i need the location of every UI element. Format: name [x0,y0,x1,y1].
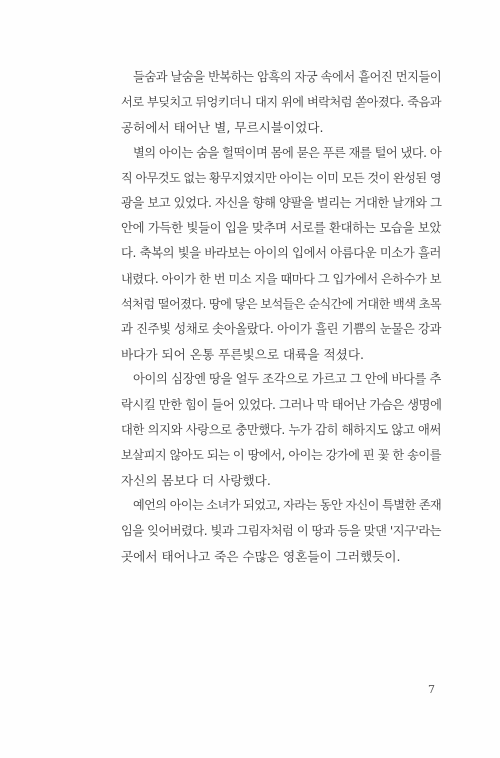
paragraph-2 [109,141,441,368]
text-line: 다. 축복의 빛을 바라보는 아이의 입에서 아름다운 미소가 흘러 [121,246,441,261]
text-line: 과 진주빛 성채로 솟아올랐다. 아이가 흘린 기쁨의 눈물은 강과 [121,322,441,337]
text-line: 내렸다. 아이가 한 번 미소 지을 때마다 그 입가에서 은하수가 보 [121,271,441,286]
paragraph-1 [109,65,441,141]
page-number: 7 [428,683,435,696]
text-line: 들숨과 날숨을 반복하는 암흑의 자궁 속에서 흩어진 먼지들이 [133,70,442,84]
text-line: 공허에서 태어난 별, 무르시블이었다. [121,120,324,136]
text-line: 아이의 심장엔 땅을 얼두 조각으로 가르고 그 안에 바다를 추 [133,372,442,387]
text-line: 바다가 되어 온통 푸른빛으로 대륙을 적셨다. [121,347,364,363]
text-line: 대한 의지와 사랑으로 충만했다. 누가 감히 해하지도 않고 애써 [121,422,441,437]
body-text [109,65,441,569]
paragraph-3 [109,367,441,493]
paragraph-4 [109,493,441,569]
text-line: 예언의 아이는 소녀가 되었고, 자라는 동안 자신이 특별한 존재 [133,498,442,513]
text-line: 광을 보고 있었다. 자신을 향해 양팔을 벌리는 거대한 날개와 그 [121,196,442,211]
text-line: 직 아무것도 없는 황무지였지만 아이는 이미 모든 것이 완성된 영 [121,170,441,185]
text-line: 임을 잊어버렸다. 빛과 그림자처럼 이 땅과 등을 맞댄 '지구'라는 [121,523,441,538]
text-line: 서로 부딪치고 뒤엉키더니 대지 위에 벼락처럼 쏟아졌다. 죽음과 [121,95,441,110]
text-line: 석처럼 떨어졌다. 땅에 닿은 보석들은 순식간에 거대한 백색 초목 [121,296,441,311]
text-line: 안에 가득한 빛들이 입을 맞추며 서로를 환대하는 모습을 보았 [121,221,441,236]
text-line: 보살피지 않아도 되는 이 땅에서, 아이는 강가에 핀 꽃 한 송이를 [121,448,441,463]
text-line: 락시킬 만한 힘이 들어 있었다. 그러나 막 태어난 가슴은 생명에 [121,397,442,412]
text-line: 자신의 몸보다 더 사랑했다. [121,473,271,489]
text-line: 별의 아이는 숨을 헐떡이며 몸에 묻은 푸른 재를 털어 냈다. 아 [133,145,442,160]
text-line: 곳에서 태어나고 죽은 수많은 영혼들이 그러했듯이. [121,548,401,564]
